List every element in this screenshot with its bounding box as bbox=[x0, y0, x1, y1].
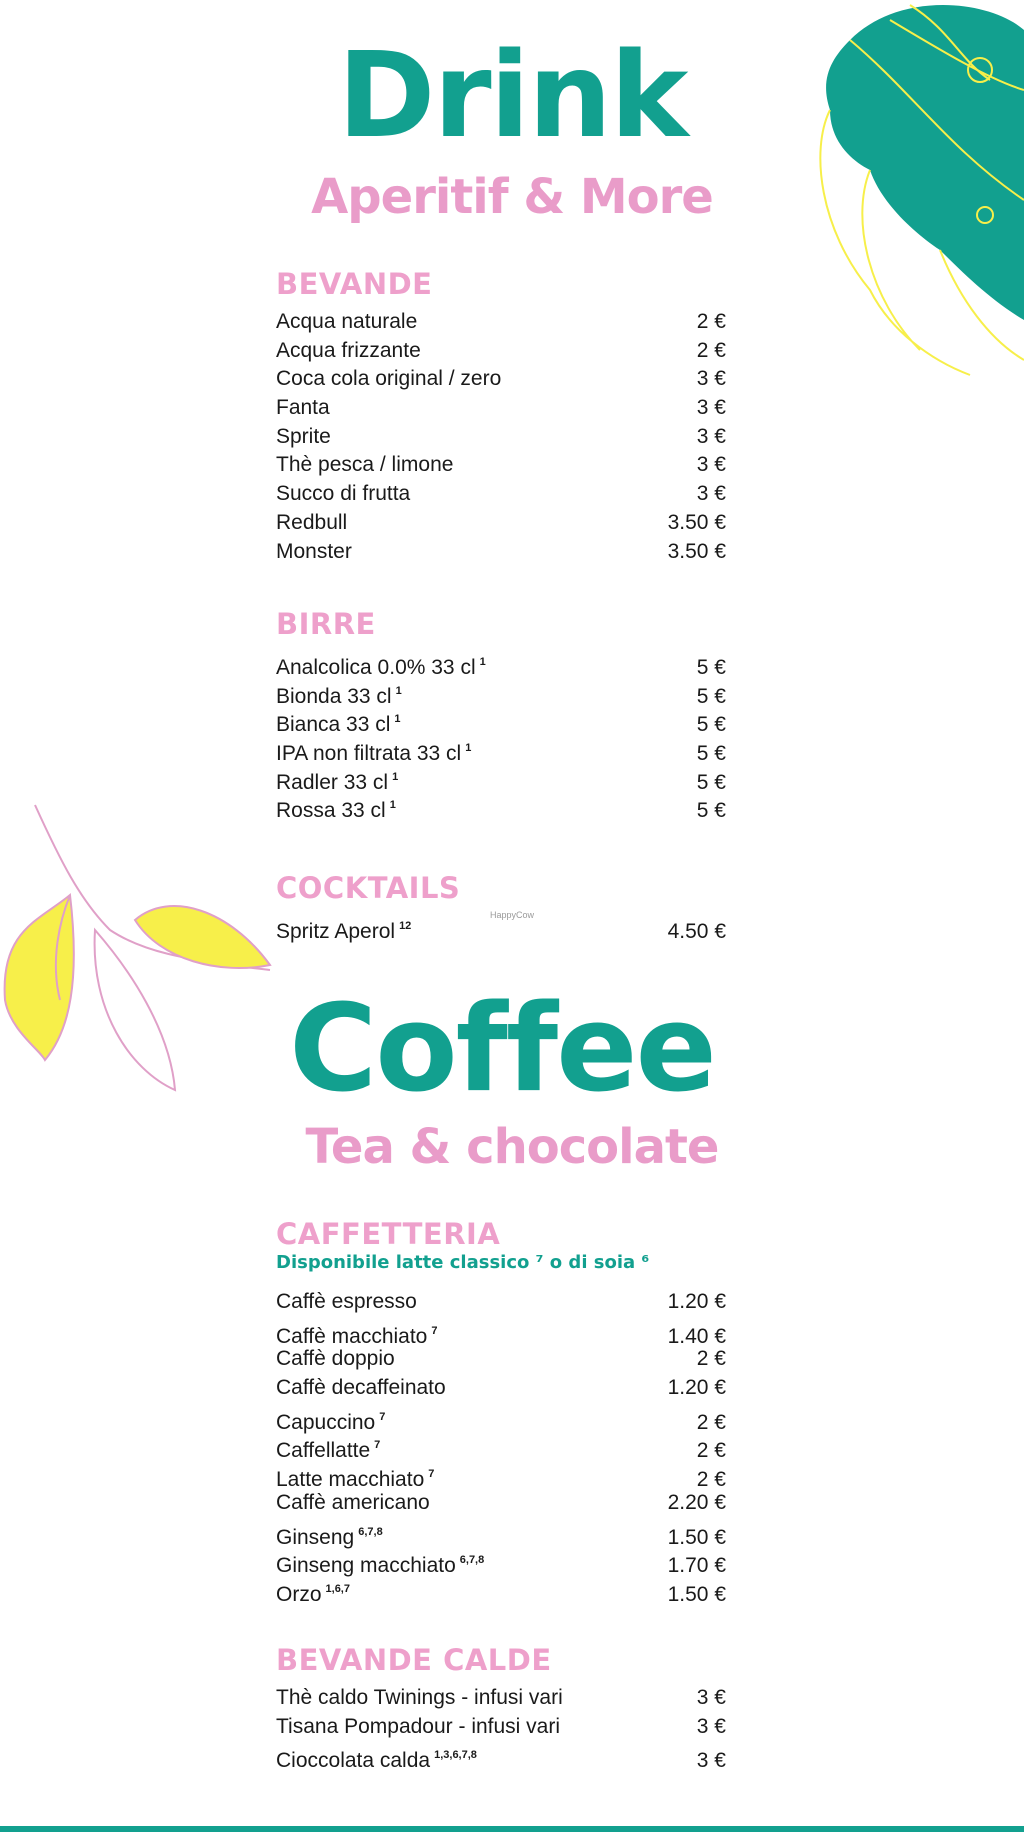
menu-item bbox=[276, 1684, 726, 1713]
section-heading: BEVANDE CALDE bbox=[276, 1643, 552, 1677]
item-price: 1.20 € bbox=[667, 1376, 726, 1400]
section-cocktails bbox=[276, 870, 726, 941]
item-name bbox=[276, 509, 347, 538]
item-price: 2 € bbox=[696, 338, 726, 362]
item-price: 5 € bbox=[696, 684, 726, 708]
item-price: 3 € bbox=[696, 1749, 726, 1773]
item-price: 5 € bbox=[696, 656, 726, 679]
item-name-text: Bianca 33 cl bbox=[276, 713, 391, 737]
menu-item bbox=[276, 394, 726, 423]
menu-item bbox=[276, 1345, 726, 1374]
milk-note: Disponibile latte classico ⁷ o di soia ⁶ bbox=[276, 1252, 650, 1273]
item-name bbox=[276, 308, 417, 337]
allergen-note: 7 bbox=[428, 1468, 435, 1481]
item-name bbox=[276, 1575, 350, 1610]
menu-item bbox=[276, 1374, 726, 1403]
item-price: 4.50 € bbox=[667, 920, 726, 943]
item-name bbox=[276, 538, 352, 567]
section-bevande bbox=[276, 266, 726, 566]
menu-item bbox=[276, 337, 726, 366]
item-price: 2 € bbox=[696, 1439, 726, 1463]
item-name-text: Capuccino bbox=[276, 1410, 376, 1434]
item-name bbox=[276, 1713, 560, 1742]
menu-item bbox=[276, 1403, 726, 1432]
item-price: 2 € bbox=[696, 1468, 726, 1492]
item-price: 3 € bbox=[696, 396, 726, 420]
item-name bbox=[276, 1288, 417, 1317]
allergen-note: 7 bbox=[374, 1439, 381, 1452]
allergen-note: 12 bbox=[399, 920, 412, 932]
item-name bbox=[276, 1345, 395, 1374]
item-price: 3.50 € bbox=[667, 539, 726, 563]
item-name-text: Acqua frizzante bbox=[276, 338, 421, 362]
item-name-text: Sprite bbox=[276, 424, 331, 448]
item-name bbox=[276, 394, 330, 423]
allergen-note: 1,6,7 bbox=[325, 1582, 350, 1595]
item-name bbox=[276, 1684, 563, 1713]
item-price: 5 € bbox=[696, 799, 726, 823]
section-birre bbox=[276, 606, 726, 823]
item-price: 3 € bbox=[696, 424, 726, 448]
item-price: 5 € bbox=[696, 770, 726, 794]
item-price: 5 € bbox=[696, 713, 726, 737]
item-name-text: Caffellatte bbox=[276, 1439, 371, 1463]
menu-item bbox=[276, 1546, 726, 1578]
allergen-note: 1 bbox=[389, 799, 396, 812]
item-name bbox=[276, 423, 331, 452]
item-price: 2 € bbox=[696, 310, 726, 333]
allergen-note: 1 bbox=[392, 770, 399, 783]
item-name bbox=[276, 451, 453, 480]
allergen-note: 7 bbox=[379, 1410, 386, 1423]
item-price: 1.20 € bbox=[667, 1290, 726, 1313]
drink-subtitle: Aperitif & More bbox=[311, 169, 713, 225]
item-price: 3 € bbox=[696, 1686, 726, 1709]
item-name bbox=[276, 365, 501, 394]
item-price: 1.50 € bbox=[667, 1525, 726, 1549]
item-name-text: Redbull bbox=[276, 510, 348, 534]
menu-item bbox=[276, 763, 726, 792]
menu-item bbox=[276, 1489, 726, 1518]
drink-title: Drink bbox=[337, 26, 687, 164]
item-name-text: Caffè decaffeinato bbox=[276, 1376, 446, 1400]
item-price: 1.70 € bbox=[667, 1554, 726, 1578]
item-name-text: Ginseng bbox=[276, 1525, 355, 1549]
allergen-note: 1,3,6,7,8 bbox=[434, 1749, 477, 1762]
item-name-text: Caffè americano bbox=[276, 1490, 430, 1514]
menu-list bbox=[276, 648, 726, 823]
menu-item bbox=[276, 1713, 726, 1742]
item-name bbox=[276, 1374, 446, 1403]
menu-item bbox=[276, 480, 726, 509]
item-name-text: Thè pesca / limone bbox=[276, 453, 454, 477]
item-name bbox=[276, 480, 410, 509]
item-name-text: Succo di frutta bbox=[276, 482, 411, 506]
menu-item bbox=[276, 423, 726, 452]
menu-item bbox=[276, 1741, 726, 1773]
menu-list bbox=[276, 1288, 726, 1604]
item-name-text: Bionda 33 cl bbox=[276, 684, 392, 708]
item-name-text: Caffè macchiato bbox=[276, 1324, 428, 1348]
menu-item bbox=[276, 451, 726, 480]
menu-item bbox=[276, 1288, 726, 1317]
menu-item bbox=[276, 648, 726, 677]
section-heading: COCKTAILS bbox=[276, 871, 461, 905]
item-price: 3.50 € bbox=[667, 510, 726, 534]
item-price: 3 € bbox=[696, 367, 726, 391]
menu-item bbox=[276, 705, 726, 737]
menu-item bbox=[276, 365, 726, 394]
item-name-text: Caffè doppio bbox=[276, 1347, 395, 1371]
item-name-text: Rossa 33 cl bbox=[276, 799, 386, 823]
item-price: 3 € bbox=[696, 453, 726, 477]
item-name-text: Monster bbox=[276, 539, 352, 563]
coffee-subtitle: Tea & chocolate bbox=[305, 1119, 719, 1175]
allergen-note: 6,7,8 bbox=[459, 1554, 485, 1567]
item-name-text: Orzo bbox=[276, 1582, 322, 1606]
allergen-note: 1 bbox=[395, 684, 402, 697]
allergen-note: 1 bbox=[465, 742, 472, 755]
allergen-note: 1 bbox=[394, 713, 401, 726]
item-name-text: Radler 33 cl bbox=[276, 770, 389, 794]
item-name-text: Fanta bbox=[276, 396, 330, 420]
menu-item bbox=[276, 1518, 726, 1547]
item-name-text: Cioccolata calda bbox=[276, 1749, 431, 1773]
item-name-text: Analcolica 0.0% 33 cl bbox=[276, 656, 476, 679]
menu-item bbox=[276, 791, 726, 823]
item-price: 1.40 € bbox=[667, 1324, 726, 1348]
watermark: HappyCow bbox=[490, 910, 535, 920]
menu-item bbox=[276, 1431, 726, 1463]
menu-item bbox=[276, 308, 726, 337]
item-price: 2 € bbox=[696, 1347, 726, 1371]
section-caffetteria bbox=[276, 1216, 726, 1604]
menu-item bbox=[276, 734, 726, 766]
item-name-text: Caffè espresso bbox=[276, 1290, 417, 1313]
allergen-note: 1 bbox=[479, 656, 486, 668]
item-name-text: Acqua naturale bbox=[276, 310, 418, 333]
menu-item bbox=[276, 1317, 726, 1346]
item-name-text: Latte macchiato bbox=[276, 1468, 425, 1492]
item-name-text: Tisana Pompadour - infusi vari bbox=[276, 1714, 561, 1738]
section-heading: BIRRE bbox=[276, 607, 376, 641]
menu-item bbox=[276, 1460, 726, 1492]
coffee-title: Coffee bbox=[289, 980, 715, 1119]
item-price: 3 € bbox=[696, 1714, 726, 1738]
allergen-note: 7 bbox=[431, 1324, 438, 1337]
section-heading: BEVANDE bbox=[276, 267, 433, 301]
item-price: 1.50 € bbox=[667, 1582, 726, 1606]
item-price: 5 € bbox=[696, 742, 726, 766]
section-heading: CAFFETTERIA bbox=[276, 1217, 501, 1251]
menu-item bbox=[276, 677, 726, 706]
bottom-band bbox=[0, 1826, 1024, 1832]
menu-item bbox=[276, 1575, 726, 1604]
item-name-text: Coca cola original / zero bbox=[276, 367, 502, 391]
item-name bbox=[276, 1741, 477, 1776]
item-name-text: Spritz Aperol bbox=[276, 920, 396, 943]
item-price: 2.20 € bbox=[667, 1490, 726, 1514]
item-name-text: Thè caldo Twinings - infusi vari bbox=[276, 1686, 563, 1709]
menu-list bbox=[276, 308, 726, 566]
item-name bbox=[276, 791, 396, 826]
item-price: 3 € bbox=[696, 482, 726, 506]
section-bevande-calde bbox=[276, 1642, 726, 1773]
menu-item bbox=[276, 538, 726, 567]
item-name-text: IPA non filtrata 33 cl bbox=[276, 742, 462, 766]
item-name-text: Ginseng macchiato bbox=[276, 1554, 456, 1578]
item-name bbox=[276, 1489, 430, 1518]
item-name bbox=[276, 912, 411, 947]
allergen-note: 6,7,8 bbox=[358, 1525, 383, 1538]
menu-list bbox=[276, 1684, 726, 1773]
menu-item bbox=[276, 509, 726, 538]
item-price: 2 € bbox=[696, 1410, 726, 1434]
item-name bbox=[276, 337, 421, 366]
